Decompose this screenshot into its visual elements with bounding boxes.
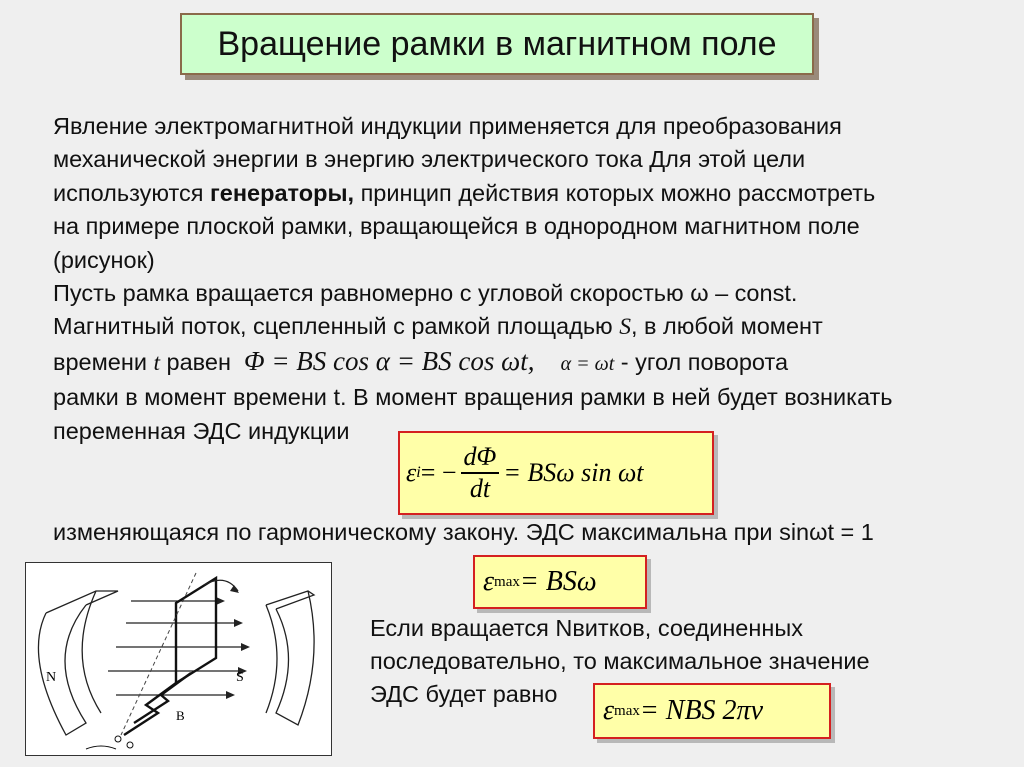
flux-formula: Φ = BS cos α = BS cos ωt, bbox=[244, 345, 535, 376]
text-line: Явление электромагнитной индукции применяется для преобразования bbox=[53, 113, 842, 139]
slide-title-text: Вращение рамки в магнитном поле bbox=[217, 24, 777, 63]
text-line-flux: времени t равен Φ = BS cos α = BS cos ωt, α = ωt - угол поворота bbox=[53, 345, 789, 376]
pole-n-label: N bbox=[46, 670, 57, 685]
emf-formula-box: ε i = − $\frac{d\Phi}{dt}$ = BSω sin ωt bbox=[398, 431, 714, 515]
max-emf-formula-box: ε max = BSω bbox=[473, 555, 647, 609]
text-line: на примере плоской рамки, вращающейся в однородном магнитном поле bbox=[53, 213, 860, 240]
generators-term: генераторы, bbox=[209, 179, 355, 206]
paragraph-intro bbox=[53, 110, 993, 448]
alpha-formula: α = ωt bbox=[560, 352, 615, 375]
magnet-s-body bbox=[276, 591, 314, 725]
harmonic-line: изменяющаяся по гармоническому закону. ЭДС максимальна при sinωt = 1 bbox=[53, 519, 874, 545]
text-line: Если вращается Nвитков, соединенных bbox=[370, 615, 803, 641]
emf-fraction: $\frac{d\Phi}{dt}$ bbox=[461, 442, 500, 504]
text-line: последовательно, то максимальное значение bbox=[370, 648, 870, 674]
n-turns-formula-box: ε max = NBS 2πν bbox=[593, 683, 831, 739]
field-b-label: B bbox=[176, 708, 185, 723]
text-line: Магнитный поток, сцепленный с рамкой площадью S, в любой момент bbox=[53, 313, 823, 341]
text-line: ЭДС будет равно bbox=[370, 681, 558, 707]
text-line: используются генераторы, принцип действия которых можно рассмотреть bbox=[53, 179, 876, 206]
slide-title bbox=[180, 13, 814, 75]
text-line: рамки в момент времени t. В момент вращения рамки в ней будет возникать bbox=[53, 384, 893, 411]
generator-diagram bbox=[25, 562, 332, 756]
text-line: переменная ЭДС индукции bbox=[53, 417, 350, 444]
text-line: Пусть рамка вращается равномерно с угловой скоростью ω – const. bbox=[53, 280, 798, 307]
text-line: механической энергии в энергию электрического тока Для этой цели bbox=[53, 146, 806, 173]
magnet-s-top bbox=[266, 591, 314, 609]
text-line: (рисунок) bbox=[53, 246, 155, 273]
generator-diagram-svg bbox=[26, 563, 331, 755]
pole-s-label: S bbox=[236, 670, 244, 685]
